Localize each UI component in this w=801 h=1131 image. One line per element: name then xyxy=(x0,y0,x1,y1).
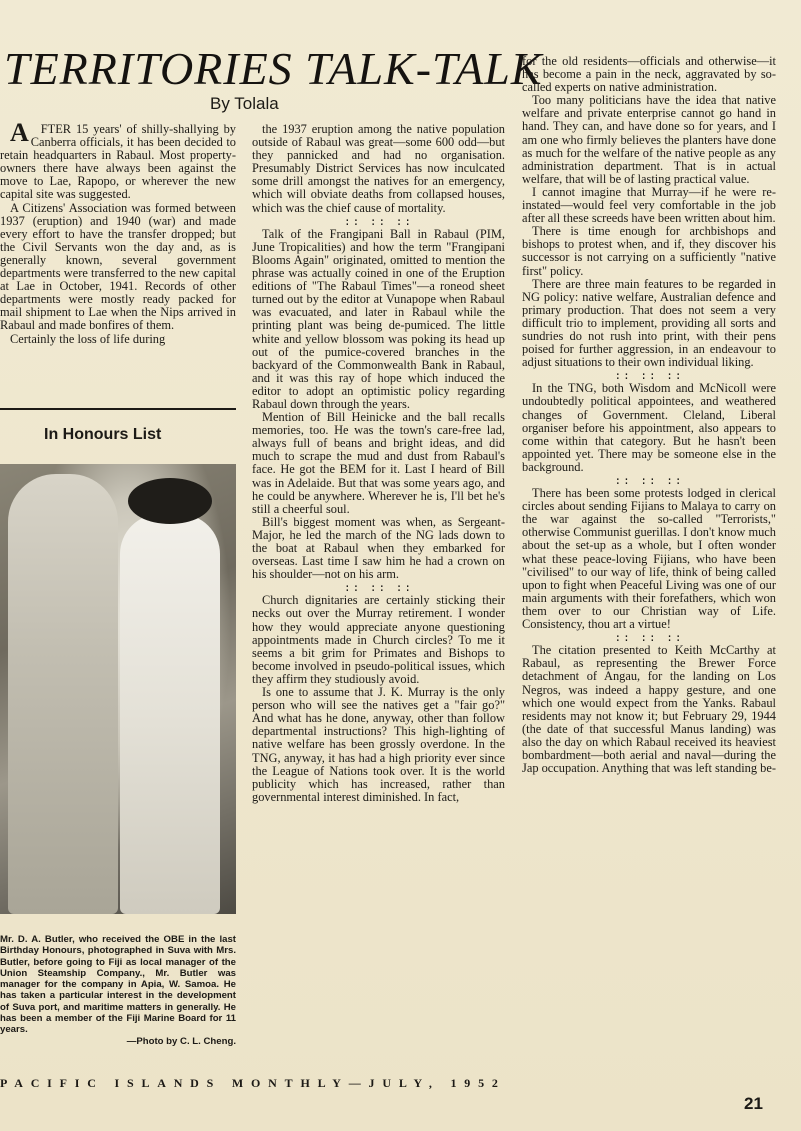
hat-shape xyxy=(128,478,212,524)
headline: TERRITORIES TALK-TALK xyxy=(4,43,543,94)
col3-paragraph: There has been some protests lodged in clerical circles about sending Fijians to Malaya to carry on the war against the so-called "Terrorists," otherwise Communist guerillas. I don't know much about the set-up as a whole, but I often wonder what these peace-loving Fijians, who have been "civilised" to our way of life, think of being called upon to fight when Peaceful Living was one of our main arguments with their forefathers, which won them over to our Christian way of Life. Consistency, thou art a virtue! xyxy=(522,486,776,632)
col3-paragraph: The citation presented to Keith McCarthy at Rabaul, as representing the Brewer Force detachment of Angau, for the landing on Los Negros, was indeed a happy gesture, and one which one would expect from the Yanks. Rabaul residents may not know it; but February 29, 1944 (the date of that successful Manus landing) was also the day on which Rabaul received its heaviest bombardment—both aerial and naval—during the Jap occupation. Anything that was left standing be- xyxy=(522,643,776,776)
column-2 xyxy=(252,123,505,903)
section-separator: :: :: :: xyxy=(614,631,684,645)
column-rule xyxy=(0,408,236,410)
man-figure xyxy=(8,474,118,914)
column-3 xyxy=(522,55,776,1055)
section-separator: :: :: :: xyxy=(344,581,413,595)
col2-paragraph: Church dignitaries are certainly sticking their necks out over the Murray retirement. I wonder how they would appreciate anyone questioning appointments made in Church circles? To me it seems a bit grim for Primates and Bishops to become involved in pseudo-political issues, which they affirm they studiously avoid. xyxy=(252,593,505,686)
butler-photo xyxy=(0,464,236,914)
photo-caption: Mr. D. A. Butler, who received the OBE in the last Birthday Honours, photographed in Suva with Mrs. Butler, before going to Fiji as local manager of the Union Steamship Company., Mr. Butler was manager for the company in Apia, W. Samoa. He has taken a particular interest in the development of Suva port, and maritime matters in generally. He has been a member of the Fiji Marine Board for 11 years. —Photo by C. L. Cheng. xyxy=(0,934,236,1047)
col1-paragraph-3: Certainly the loss of life during xyxy=(10,331,166,346)
honours-heading: In Honours List xyxy=(44,426,162,443)
byline: By Tolala xyxy=(210,94,279,113)
page-footer: PACIFIC ISLANDS MONTHLY—JULY, 1952 xyxy=(0,1076,506,1090)
section-separator: :: :: :: xyxy=(614,369,684,383)
col3-paragraph: Too many politicians have the idea that native welfare and private enterprise cannot go hand in hand. They can, and have done so for years, and I am one who firmly believes the planters have done as much for the welfare of the native people as any administration department. That is in actual welfare, that will be of lasting practical value. xyxy=(522,93,776,186)
col1-paragraph-2: A Citizens' Association was formed between 1937 (eruption) and 1940 (war) and made every effort to have the transfer dropped; but the Civil Servants won the day and, as is generally known, several government departments were transferred to the new capital at Lae in October, 1941. Records of other departments were mostly ready packed for mail shipment to Lae when the Nips arrived in Rabaul and made bonfires of them. xyxy=(0,200,236,333)
col2-paragraph: Bill's biggest moment was when, as Sergeant-Major, he led the march of the NG lads down to the boat at Rabaul when they embarked for overseas. Last time I saw him he had a crown on his shoulder—not on his arm. xyxy=(252,514,505,582)
col2-paragraph: Talk of the Frangipani Ball in Rabaul (PIM, June Tropicalities) and how the term "Frangipani Blooms Again" originated, omitted to mention the phrase was actually coined in one of the Eruption editions of "The Rabaul Times"—a roneod sheet turned out by the editor at Vunapope when Rabaul was evacuated, and later in Rabaul while the printing plant was being de-pumiced. The little white and yellow blossom was poking its head up out of the pumice-covered branches in the backyard of the Commonwealth Bank in Rabaul, and it was this ray of hope which induced the editor to adopt an optimistic policy regarding Rabaul down through the years. xyxy=(252,226,505,411)
page-number: 21 xyxy=(744,1094,763,1113)
section-separator: :: :: :: xyxy=(614,474,684,487)
photo-credit: —Photo by C. L. Cheng. xyxy=(126,1035,236,1047)
column-1 xyxy=(0,123,236,400)
woman-figure xyxy=(120,514,220,914)
col3-paragraph: In the TNG, both Wisdom and McNicoll were undoubtedly political appointees, and weathered changes of Government. Cleland, Liberal organiser before his appointment, also appears to come within that category. But he hasn't been appointed yet. There may be someone else in the background. xyxy=(522,381,776,474)
col2-paragraph: the 1937 eruption among the native population outside of Rabaul was great—some 600 odd—but they pannicked and had no organisation. Presumably District Services has now inculcated some drill amongst the natives for an emergency, which will obviate deaths from collapsed houses, which was the chief cause of mortality. xyxy=(252,123,505,215)
col3-paragraph: There is time enough for archbishops and bishops to protest when, and if, they discover his successor is not carrying on a sufficiently "native first" policy. xyxy=(522,224,776,278)
col2-paragraph: Mention of Bill Heinicke and the ball recalls memories, too. He was the town's care-free lad, always full of beans and bright ideas, and did much to scrape the mud and dust from Rabaul's face. He got the BEM for it. Last I heard of Bill was in Adelaide. But that was some years ago, and he could be anywhere. Wherever he is, I'll bet he's still a cheerful soul. xyxy=(252,410,505,516)
col1-paragraph-1: AFTER 15 years' of shilly-shallying by Canberra officials, it has been decided to retain headquarters in Rabaul. Most property-owners there have always been against the move to Lae, Rapopo, or wherever the new capital site was suggested. xyxy=(0,123,236,202)
col3-paragraph: There are three main features to be regarded in NG policy: native welfare, Australian defence and primary production. That does not seem a very difficult trio to implement, providing all sorts and sundries do not rush into print, with their pens poised for further aggression, in an endeavour to adjust situations to their own individual liking. xyxy=(522,276,776,370)
section-separator: :: :: :: xyxy=(344,214,413,228)
drop-cap: A xyxy=(10,123,29,147)
col3-paragraph: I cannot imagine that Murray—if he were re-instated—would feel very comfortable in the job after all these screeds have been written about him. xyxy=(522,184,776,226)
col3-paragraph: for the old residents—officials and otherwise—it has become a pain in the neck, aggravated by so-called experts on native administration. xyxy=(522,55,776,95)
col2-paragraph: Is one to assume that J. K. Murray is the only person who will see the natives get a "fair go?" And what has he done, anyway, other than follow departmental instructions? This high-lighting of native welfare has been grossly overdone. In the TNG, anyway, it has had a high priority ever since the League of Nations took over. It is the world publicity which has increased, rather than governmental interest diminished. In fact, xyxy=(252,685,505,804)
